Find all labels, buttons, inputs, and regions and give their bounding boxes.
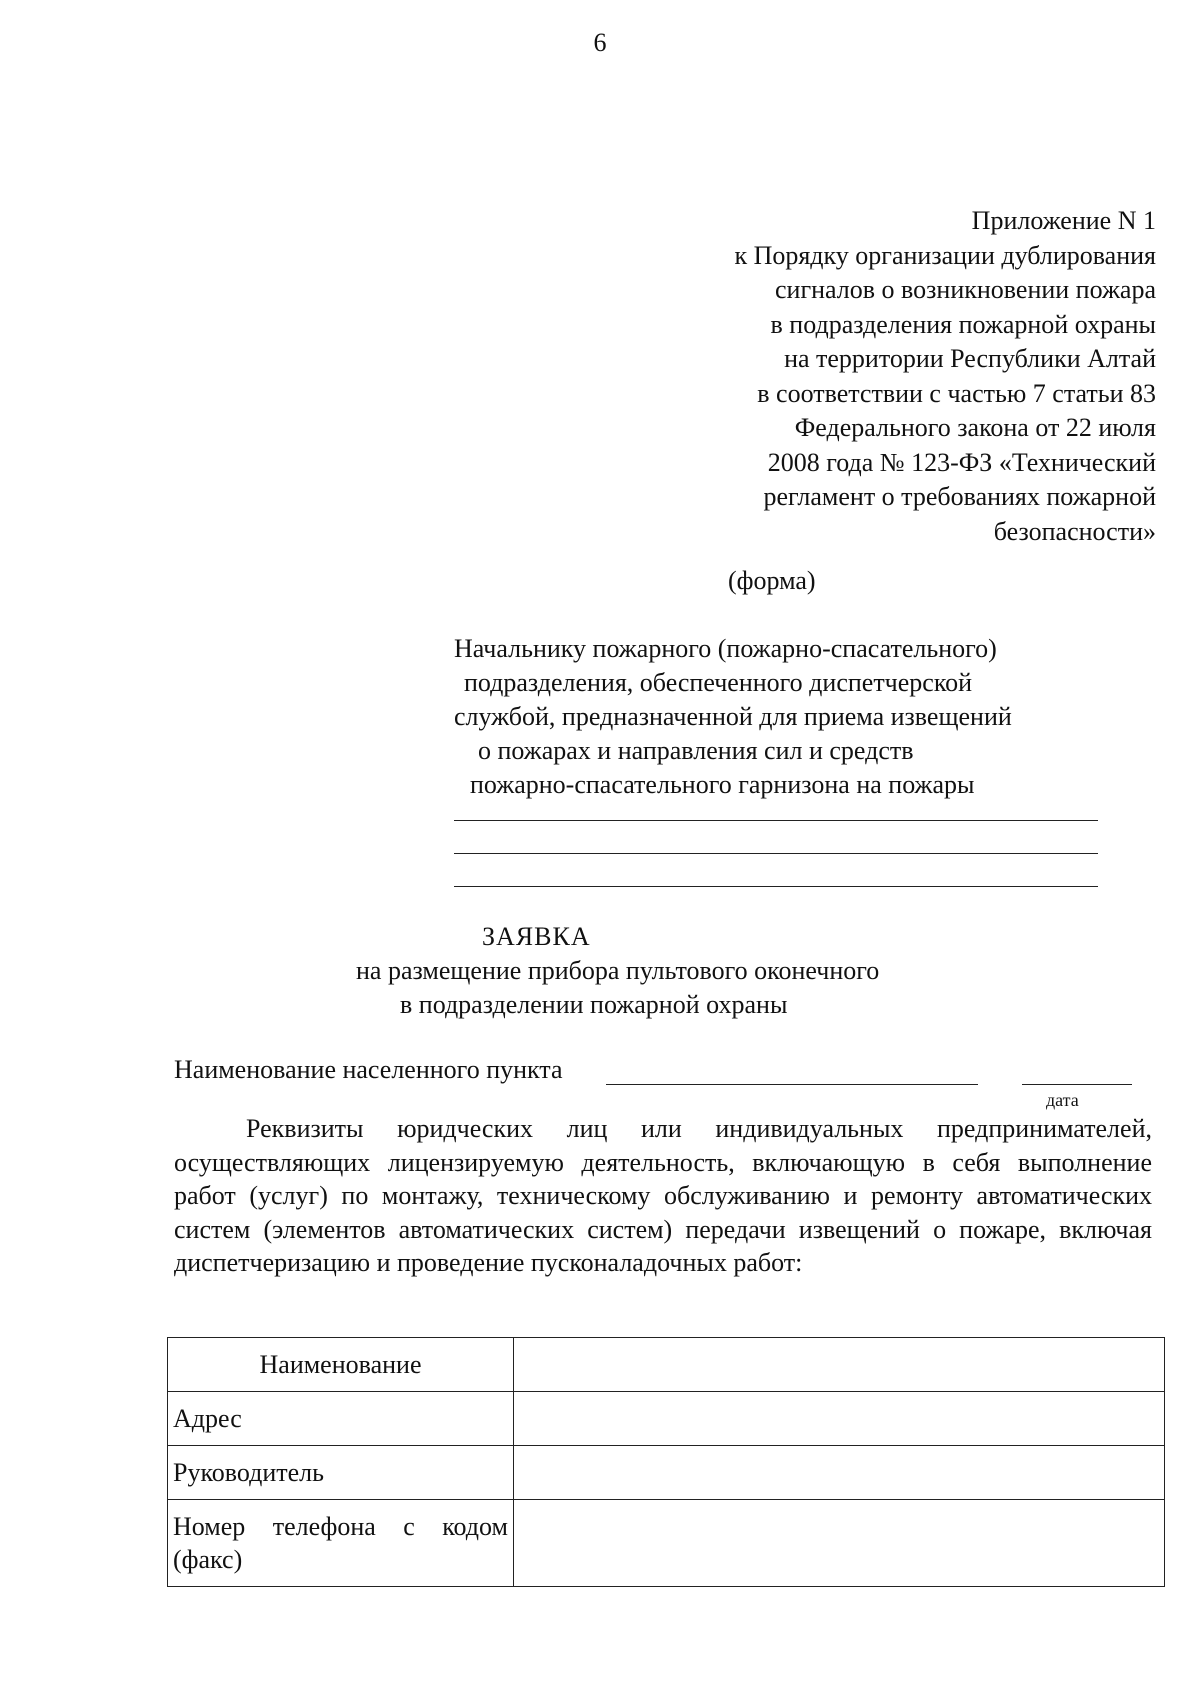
appendix-line: регламент о требованиях пожарной: [763, 482, 1156, 511]
table-row-value[interactable]: [514, 1446, 1165, 1500]
appendix-line: к Порядку организации дублирования: [734, 240, 1156, 270]
subtitle-line: в подразделении пожарной охраны: [400, 990, 788, 1019]
addressee-block: [454, 632, 1094, 802]
subtitle-line: на размещение прибора пультового оконечного: [356, 956, 880, 985]
addressee-blank-line[interactable]: [454, 853, 1098, 854]
table-row-value[interactable]: [514, 1392, 1165, 1446]
form-label: (форма): [728, 566, 816, 595]
locality-label: Наименование населенного пункта: [174, 1055, 563, 1084]
table-row-label: Руководитель: [168, 1446, 514, 1500]
appendix-line: на территории Республики Алтай: [784, 344, 1156, 373]
appendix-line: в подразделения пожарной охраны: [770, 309, 1156, 339]
table-row-value[interactable]: [514, 1500, 1165, 1587]
requisites-table: [167, 1337, 1165, 1587]
locality-input-line[interactable]: [606, 1084, 978, 1085]
document-title: ЗАЯВКА: [482, 922, 591, 951]
table-row: [168, 1446, 1165, 1500]
addressee-blank-line[interactable]: [454, 886, 1098, 887]
appendix-header: [536, 204, 1156, 549]
table-row: [168, 1392, 1165, 1446]
date-label: дата: [1046, 1090, 1079, 1110]
table-row: [168, 1338, 1165, 1392]
addressee-line: пожарно-спасательного гарнизона на пожары: [470, 770, 975, 799]
addressee-blank-line[interactable]: [454, 820, 1098, 821]
table-row-label: Номер телефона с кодом (факс): [168, 1500, 514, 1587]
appendix-line: Федерального закона от 22 июля: [794, 413, 1156, 442]
page-number: 6: [593, 28, 607, 57]
addressee-line: подразделения, обеспеченного диспетчерской: [464, 668, 973, 697]
document-subtitle: [356, 954, 879, 1022]
table-row: [168, 1500, 1165, 1587]
appendix-line: Приложение N 1: [971, 206, 1156, 235]
appendix-line: сигналов о возникновении пожара: [774, 275, 1156, 304]
requisites-paragraph: Реквизиты юридческих лиц или индивидуальных предпринимателей, осуществляющих лицензируемую деятельность, включающую в себя выполнение работ (услуг) по монтажу, техническому обслуживанию и ремонту автоматических систем (элементов автоматических систем) передачи извещений о пожаре, включая диспетчеризацию и проведение пусконаладочных работ:: [174, 1114, 1152, 1277]
addressee-line: Начальнику пожарного (пожарно-спасательного): [454, 634, 997, 663]
addressee-line: службой, предназначенной для приема извещений: [454, 702, 1012, 731]
addressee-line: о пожарах и направления сил и средств: [478, 736, 914, 765]
date-input-line[interactable]: [1022, 1084, 1132, 1085]
table-row-label: Адрес: [168, 1392, 514, 1446]
table-row-value[interactable]: [514, 1338, 1165, 1392]
appendix-line: безопасности»: [993, 516, 1156, 546]
appendix-line: в соответствии с частью 7 статьи 83: [757, 378, 1156, 408]
appendix-line: 2008 года № 123-ФЗ «Технический: [767, 447, 1156, 477]
table-row-label: Наименование: [168, 1338, 514, 1392]
